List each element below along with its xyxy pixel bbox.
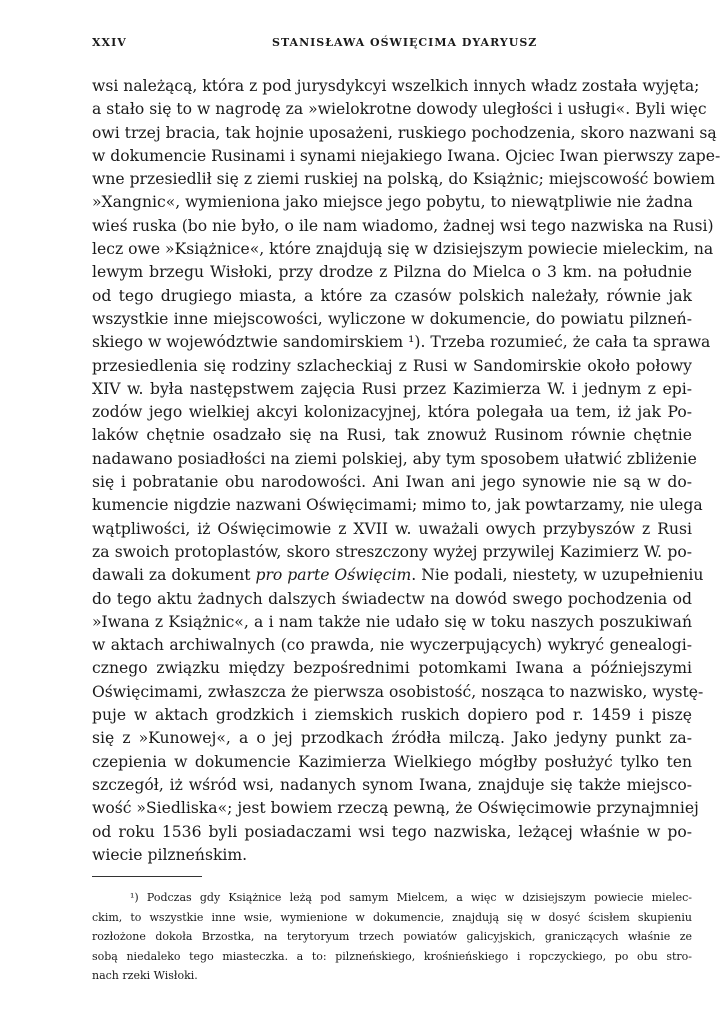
text-line: owi trzej bracia, tak hojnie uposażeni, ruskiego pochodzenia, skoro nazwani są	[92, 123, 717, 142]
text-line: »Iwana z Książnic«, a i nam także nie udało się w toku naszych poszukiwań	[92, 612, 692, 631]
footnote	[92, 888, 692, 986]
text-line: szczegół, iż wśród wsi, nadanych synom Iwana, znajduje się także miejsco-	[92, 775, 692, 794]
text-line: zodów jego wielkiej akcyi kolonizacyjnej, która polegała ua tem, iż jak Po-	[92, 403, 692, 422]
text-line: do tego aktu żadnych dalszych świadectw na dowód swego pochodzenia od	[92, 589, 692, 608]
footnote-divider	[92, 876, 202, 877]
main-text	[92, 75, 720, 867]
footnote-line: nach rzeki Wisłoki.	[92, 969, 198, 982]
running-title: STANISŁAWA OŚWIĘCIMA DYARYUSZ	[272, 36, 538, 49]
text-line: »Xangnic«, wymieniona jako miejsce jego pobytu, to niewątpliwie nie żadna	[92, 193, 693, 212]
footnote-line: rozłożone dokoła Brzostka, na terytoryum trzech powiatów galicyjskich, graniczących właśnie ze	[92, 930, 692, 943]
text-line: nadawano posiadłości na ziemi polskiej, aby tym sposobem ułatwić zbliżenie	[92, 449, 697, 468]
page-number: XXIV	[92, 36, 127, 49]
text-line: laków chętnie osadzało się na Rusi, tak znowuż Rusinom równie chętnie	[92, 426, 692, 445]
text-line: się z »Kunowej«, a o jej przodkach źródła milczą. Jako jedyny punkt za-	[92, 729, 692, 748]
text-line: lewym brzegu Wisłoki, przy drodze z Pilzna do Mielca o 3 km. na południe	[92, 263, 692, 282]
text-line: za swoich protoplastów, skoro streszczony wyżej przywilej Kazimierz W. po-	[92, 542, 692, 561]
text-line: lecz owe »Książnice«, które znajdują się w dzisiejszym powiecie mieleckim, na	[92, 240, 714, 259]
text-line: dawali za dokument pro parte Oświęcim. Nie podali, niestety, w uzupełnieniu	[92, 566, 704, 585]
text-line: od roku 1536 byli posiadaczami wsi tego nazwiska, leżącej właśnie w po-	[92, 822, 692, 841]
text-line: przesiedlenia się rodziny szlacheckiaj z Rusi w Sandomirskie około połowy	[92, 356, 692, 375]
text-line: wiecie pilzneńskim.	[92, 845, 248, 864]
text-line: wątpliwości, iż Oświęcimowie z XVII w. uważali owych przybyszów z Rusi	[92, 519, 692, 538]
text-line: XIV w. była następstwem zajęcia Rusi przez Kazimierza W. i jednym z epi-	[92, 379, 692, 398]
text-line: w aktach archiwalnych (co prawda, nie wyczerpujących) wykryć genealogi-	[92, 636, 692, 655]
text-line: czepienia w dokumencie Kazimierza Wielkiego mógłby posłużyć tylko ten	[92, 752, 692, 771]
italic-phrase: pro parte Oświęcim	[255, 566, 412, 585]
text-line: wieś ruska (bo nie było, o ile nam wiadomo, żadnej wsi tego nazwiska na Rusi)	[92, 216, 714, 235]
text-line: w dokumencie Rusinami i synami niejakiego Iwana. Ojciec Iwan pierwszy zape-	[92, 146, 720, 165]
text-line: wość »Siedliska«; jest bowiem rzeczą pewną, że Oświęcimowie przynajmniej	[92, 799, 699, 818]
text-line: kumencie nigdzie nazwani Oświęcimami; mimo to, jak powtarzamy, nie ulega	[92, 496, 703, 515]
footnote-line: ckim, to wszystkie inne wsie, wymienione w dokumencie, znajdują się w dosyć ścisłem skupieniu	[92, 910, 692, 924]
text-line: Oświęcimami, zwłaszcza że pierwsza osobistość, nosząca to nazwisko, wystę-	[92, 682, 704, 701]
text-line: skiego w województwie sandomirskiem ¹). Trzeba rozumieć, że cała ta sprawa	[92, 333, 711, 352]
text-line: a stało się to w nagrodę za »wielokrotne dowody uległości i usługi«. Byli więc	[92, 100, 707, 119]
text-line: wne przesiedlił się z ziemi ruskiej na polską, do Książnic; miejscowość bowiem	[92, 170, 715, 189]
text-line: puje w aktach grodzkich i ziemskich ruskich dopiero pod r. 1459 i piszę	[92, 706, 692, 725]
footnote-line: ¹) Podczas gdy Książnice leżą pod samym Mielcem, a więc w dzisiejszym powiecie mielec-	[130, 891, 692, 904]
text-line: się i pobratanie obu narodowości. Ani Iwan ani jego synowie nie są w do-	[92, 473, 692, 492]
text-line: cznego związku między bezpośrednimi potomkami Iwana a późniejszymi	[92, 659, 692, 678]
text-line: wsi należącą, która z pod jurysdykcyi wszelkich innych władz została wyjęta;	[92, 77, 700, 95]
text-line: wszystkie inne miejscowości, wyliczone w dokumencie, do powiatu pilzneń-	[92, 309, 692, 328]
page-header	[92, 36, 692, 56]
footnote-line: sobą niedaleko tego miasteczka. a to: pilzneńskiego, krośnieńskiego i ropczyckiego, po obu stro-	[92, 949, 692, 963]
text-line: od tego drugiego miasta, a które za czasów polskich należały, równie jak	[92, 286, 692, 305]
